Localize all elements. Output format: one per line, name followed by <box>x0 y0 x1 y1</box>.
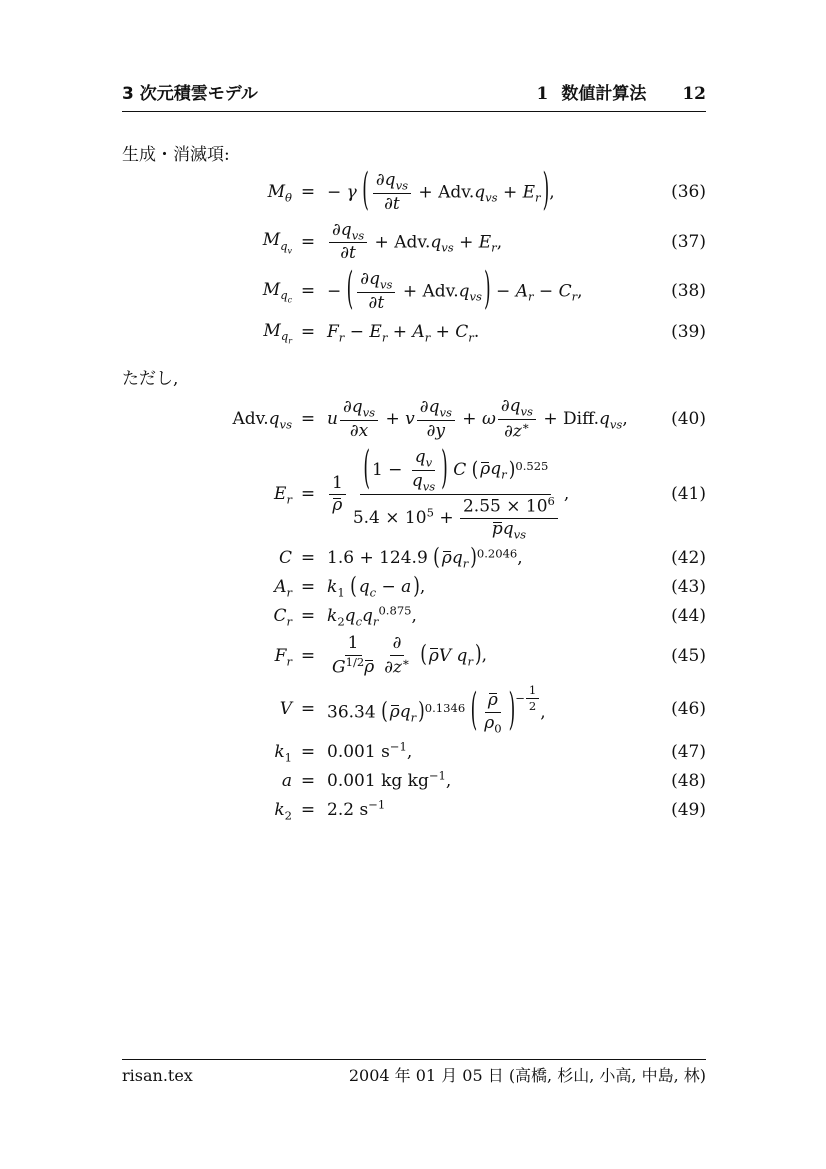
equals-sign: = <box>300 770 316 791</box>
page-number: 12 <box>682 84 706 104</box>
equation-row-40 <box>122 397 706 442</box>
equation-block-1 <box>122 165 706 351</box>
fraction: $\frac{\partial q_{vs}}{\partial t}$ <box>373 171 411 215</box>
left-paren-icon: ( <box>420 641 427 669</box>
equation-rhs: $\frac{1}{\rho}$ ( 1 − $\frac{q_v}{q_{vs}}$ ) C ( $\rho q_r$ ) $^{0.525}$ $5.4 \times 10^5$ + $\frac{2.55 \times 10^6}{pq_{vs}}$ , <box>324 448 650 541</box>
equation-row-49 <box>122 796 706 822</box>
header-chapter-number: 1 <box>536 84 549 104</box>
equation-row-47 <box>122 741 706 764</box>
equals-sign: = <box>300 321 316 342</box>
footer-filename: risan.tex <box>122 1066 193 1085</box>
right-paren-icon: ) <box>470 544 477 572</box>
equals-sign: = <box>300 182 316 203</box>
equals-sign: = <box>300 645 316 666</box>
left-paren-icon: ( <box>350 573 357 601</box>
fraction: $\frac{\rho}{\rho_0}$ <box>484 690 502 736</box>
equation-block-2 <box>122 397 706 828</box>
overbar: ρ <box>332 495 343 516</box>
equation-number: (49) <box>671 799 706 820</box>
overbar: ρ <box>389 702 400 723</box>
overbar: p <box>491 519 503 540</box>
equation-lhs: $Adv.q_{vs}$ <box>232 409 292 432</box>
left-paren-icon: ( <box>471 457 479 483</box>
equation-number: (44) <box>671 606 706 627</box>
however-text: ただし, <box>122 369 179 389</box>
equation-row-42 <box>122 544 706 572</box>
equation-row-43 <box>122 573 706 601</box>
equation-number: (45) <box>671 645 706 666</box>
fraction: $\frac{\partial}{\partial z^∗}$ <box>384 633 410 678</box>
fraction: $\frac{\partial q_{vs}}{\partial t}$ <box>329 221 367 265</box>
equation-number: (36) <box>671 182 706 203</box>
equation-lhs: $M_{q_r}$ <box>263 320 292 346</box>
fraction: $\frac{2.55 \times 10^6}{pq_{vs}}$ <box>460 496 558 541</box>
overbar: ρ <box>487 690 498 711</box>
equation-rhs: 0.001 kg $kg^{-1}$, <box>327 767 452 791</box>
equation-rhs: 36.34 ( $\rho q_r$ ) $^{0.1346}$ ( $\frac{\rho}{\rho_0}$ ) $^{- \frac{1}{2}}$ , <box>327 682 546 738</box>
equation-row-39 <box>122 320 706 346</box>
equation-number: (48) <box>671 770 706 791</box>
equation-row-38 <box>122 264 706 317</box>
left-paren-icon: ( <box>362 165 369 218</box>
equation-rhs: $\frac{\partial q_{vs}}{\partial t}$ + $Adv.q_{vs} + E_r$, <box>324 221 650 265</box>
equation-rhs: 1.6 + 124.9 ( $\rho q_r$ ) $^{0.2046}$, <box>327 544 523 572</box>
equation-lhs: $M_\theta$ <box>267 182 292 205</box>
equals-sign: = <box>300 231 316 252</box>
equation-number: (47) <box>671 741 706 762</box>
right-paren-icon: ) <box>483 264 491 317</box>
fraction: $\frac{1}{G^{1/2}\rho}$ <box>332 633 375 678</box>
equals-sign: = <box>300 577 316 598</box>
equation-lhs: $A_r$ <box>274 577 292 600</box>
equation-rhs: − γ ( $\frac{\partial q_{vs}}{\partial t}$ + $Adv.q_{vs} + E_r$ ) , <box>327 165 555 218</box>
equation-row-41 <box>122 442 706 542</box>
right-paren-icon: ) <box>418 698 425 726</box>
fraction: $\frac{\partial q_{vs}}{\partial y}$ <box>417 398 455 442</box>
equals-sign: = <box>300 409 316 430</box>
equation-number: (40) <box>671 409 706 430</box>
equation-rhs: $k_2q_cq_r^{0.875}$, <box>327 603 417 629</box>
fraction: ( 1 − $\frac{q_v}{q_{vs}}$ ) C ( $\rho q_r$ ) $^{0.525}$ $5.4 \times 10^5$ + $\frac{2.55 \times 10^6}{pq_{vs}}$ <box>350 448 562 541</box>
fraction: $\frac{\partial q_{vs}}{\partial t}$ <box>357 270 395 314</box>
equation-rhs: 2.2 $s^{-1}$ <box>327 796 386 820</box>
equation-number: (42) <box>671 548 706 569</box>
overbar: ρ <box>441 548 452 569</box>
equation-lhs: $C_r$ <box>273 606 292 629</box>
overbar: ρ <box>364 657 375 678</box>
overbar: ρ <box>428 645 439 666</box>
fraction: $\frac{1}{2}$ <box>526 684 539 714</box>
equation-lhs: $k_1$ <box>274 741 292 765</box>
equation-lhs: $M_{q_v}$ <box>262 230 292 256</box>
fraction: $\frac{1}{\rho}$ <box>329 474 346 516</box>
right-paren-icon: ) <box>508 457 516 483</box>
equals-sign: = <box>300 799 316 820</box>
right-paren-icon: ) <box>441 442 448 496</box>
equation-number: (46) <box>671 698 706 719</box>
left-paren-icon: ( <box>470 686 478 738</box>
equation-rhs: 0.001 $s^{-1}$, <box>327 739 413 762</box>
equation-lhs: a <box>281 770 292 791</box>
equals-sign: = <box>300 281 316 302</box>
equals-sign: = <box>300 606 316 627</box>
right-paren-icon: ) <box>508 686 516 738</box>
equals-sign: = <box>300 484 316 505</box>
right-paren-icon: ) <box>542 165 550 218</box>
equation-rhs: $k_1$ ( $q_c - a$ ) , <box>327 573 426 601</box>
equation-rhs: u $\frac{\partial q_{vs}}{\partial x}$ + v $\frac{\partial q_{vs}}{\partial y}$ + ω $\frac{\partial q_{vs}}{\partial z^∗}$ + $Diff.q_{vs}$, <box>327 396 628 442</box>
equation-lhs: $M_{q_c}$ <box>262 279 292 305</box>
equation-row-37 <box>122 221 706 265</box>
equation-row-36 <box>122 165 706 218</box>
equation-row-48 <box>122 767 706 793</box>
fraction: $\frac{\partial q_{vs}}{\partial x}$ <box>340 398 378 442</box>
equation-row-44 <box>122 605 706 628</box>
page-header <box>122 85 706 112</box>
equation-number: (43) <box>671 577 706 598</box>
equation-rhs: $\frac{1}{G^{1/2}\rho}$ $\frac{\partial}{\partial z^∗}$ ( ρV $q_r$ ) , <box>324 634 650 678</box>
left-paren-icon: ( <box>381 698 388 726</box>
equation-lhs: V <box>279 698 292 719</box>
left-paren-icon: ( <box>363 442 370 496</box>
header-right-group <box>536 85 706 104</box>
equals-sign: = <box>300 698 316 719</box>
right-paren-icon: ) <box>413 573 420 601</box>
equals-sign: = <box>300 548 316 569</box>
header-chapter-title: 数値計算法 <box>561 84 647 104</box>
overbar: ρ <box>480 459 491 480</box>
header-section-title: 3 次元積雲モデル <box>122 84 258 104</box>
right-paren-icon: ) <box>474 641 482 669</box>
page-footer <box>122 1059 706 1085</box>
left-paren-icon: ( <box>433 544 440 572</box>
equation-lhs: $E_r$ <box>274 484 292 507</box>
equation-number: (41) <box>671 484 706 505</box>
equation-number: (39) <box>671 321 706 342</box>
footer-date-authors: 2004 年 01 月 05 日 (高橋, 杉山, 小高, 中島, 林) <box>348 1066 706 1085</box>
equation-row-45 <box>122 634 706 678</box>
equation-number: (38) <box>671 281 706 302</box>
intro-text: 生成・消滅項: <box>122 145 230 165</box>
equation-rhs: $F_r - E_r + A_r + C_r$. <box>327 321 480 345</box>
equation-number: (37) <box>671 231 706 252</box>
equals-sign: = <box>300 741 316 762</box>
fraction: $\frac{\partial q_{vs}}{\partial z^∗}$ <box>498 397 536 442</box>
equation-row-46 <box>122 682 706 738</box>
fraction: $\frac{q_v}{q_{vs}}$ <box>411 447 436 494</box>
equation-lhs: $F_r$ <box>274 645 292 668</box>
equation-rhs: − ( $\frac{\partial q_{vs}}{\partial t}$ + $Adv.q_{vs}$ ) − $A_r - C_r$, <box>327 264 583 317</box>
equation-lhs: $k_2$ <box>274 799 292 822</box>
left-paren-icon: ( <box>346 264 354 317</box>
equation-lhs: C <box>278 548 292 569</box>
